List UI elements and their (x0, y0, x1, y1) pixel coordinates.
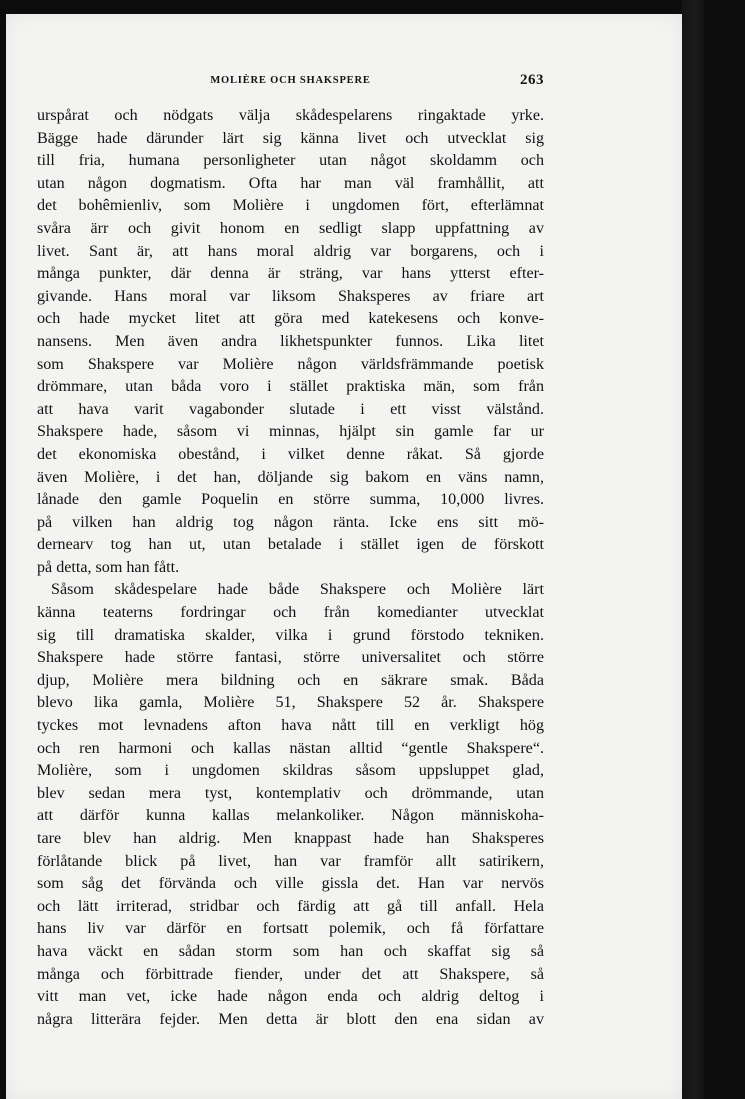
text-line: som Shakspere var Molière någon världsfrämmande poetisk (37, 355, 544, 373)
text-line: Såsom skådespelare hade både Shakspere och Molière lärt (51, 581, 544, 599)
text-line: och lätt irriterad, stridbar och färdig att gå till anfall. Hela (37, 897, 544, 915)
text-line: utan någon dogmatism. Ofta har man väl framhållit, att (37, 174, 544, 192)
text-line: och hade mycket litet att göra med katekesens och konve- (37, 310, 544, 328)
text-line: sig till dramatiska skalder, vilka i grund förstodo tekniken. (37, 626, 544, 644)
text-line: hava väckt en sådan storm som han och skaffat sig så (37, 942, 544, 960)
text-line: att därför kunna kallas melankoliker. Någon människoha- (37, 807, 544, 825)
text-line: tare blev han aldrig. Men knappast hade han Shaksperes (37, 830, 544, 847)
text-line: vitt man vet, icke hade någon enda och aldrig deltog i (37, 988, 544, 1006)
book-page (6, 14, 682, 1099)
text-line: som såg det förvända och ville gissla det. Han var nervös (37, 875, 544, 893)
text-line: Shakspere hade, såsom vi minnas, hjälpt sin gamle far ur (37, 423, 544, 441)
text-line: nansens. Men även andra likhetspunkter funnos. Lika litet (37, 332, 544, 350)
text-line: Shakspere hade större fantasi, större universalitet och större (37, 649, 544, 667)
text-line: och ren harmoni och kallas nästan alltid “gentle Shakspere“. (37, 739, 544, 757)
text-line: det ekonomiska obestånd, i vilket denne råkat. Så gjorde (37, 445, 544, 463)
text-line: några litterära fejder. Men detta är blott den ena sidan av (37, 1010, 544, 1028)
text-line: livet. Sant är, att hans moral aldrig var borgarens, och i (37, 242, 544, 260)
text-line: djup, Molière mera bildning och en säkrare smak. Båda (37, 671, 544, 689)
running-title: MOLIÈRE OCH SHAKSPERE (210, 75, 371, 86)
text-line: tyckes mot levnadens afton hava nått till en verkligt hög (37, 717, 544, 735)
text-line: givande. Hans moral var liksom Shaksperes av friare art (37, 287, 544, 305)
running-head (37, 72, 544, 92)
text-line: drömmare, utan båda voro i stället praktiska män, som från (37, 378, 544, 396)
text-line: Molière, som i ungdomen skildras såsom uppsluppet glad, (37, 762, 544, 780)
text-line: på detta, som han fått. (37, 558, 180, 576)
text-line: att hava varit vagabonder slutade i ett visst välstånd. (37, 400, 544, 418)
page-content (37, 14, 544, 1031)
text-line: känna teaterns fordringar och från komedianter utvecklat (37, 604, 544, 622)
text-line: många och förbittrade fiender, under det att Shakspere, så (37, 965, 544, 983)
text-line: blevo lika gamla, Molière 51, Shakspere 52 år. Shakspere (37, 694, 544, 712)
text-line: dernearv tog han ut, utan betalade i stället igen de förskott (37, 536, 544, 554)
text-line: blev sedan mera tyst, kontemplativ och drömmande, utan (37, 784, 544, 802)
text-line: till fria, humana personligheter utan något skoldamm och (37, 152, 544, 170)
text-line: lånade den gamle Poquelin en större summa, 10,000 livres. (37, 491, 544, 509)
text-line: Bägge hade därunder lärt sig känna livet och utvecklat sig (37, 129, 544, 147)
text-line: förlåtande blick på livet, han var framför allt satirikern, (37, 852, 544, 870)
text-line: svåra ärr och givit honom en sedligt slapp uppfattning av (37, 219, 544, 237)
text-line: många punkter, där denna är sträng, var hans ytterst efter- (37, 265, 544, 283)
text-line: hans liv var därför en fortsatt polemik, och få författare (37, 920, 544, 938)
page-number: 263 (520, 72, 544, 88)
text-line: det bohêmienliv, som Molière i ungdomen fört, efterlämnat (37, 197, 544, 215)
text-line: urspårat och nödgats välja skådespelarens ringaktade yrke. (37, 107, 544, 124)
text-line: även Molière, i det han, döljande sig bakom en väns namn, (37, 468, 544, 486)
body-text (37, 105, 544, 1031)
text-line: på vilken han aldrig tog någon ränta. Icke ens sitt mö- (37, 513, 544, 531)
book-edge (682, 0, 704, 1099)
